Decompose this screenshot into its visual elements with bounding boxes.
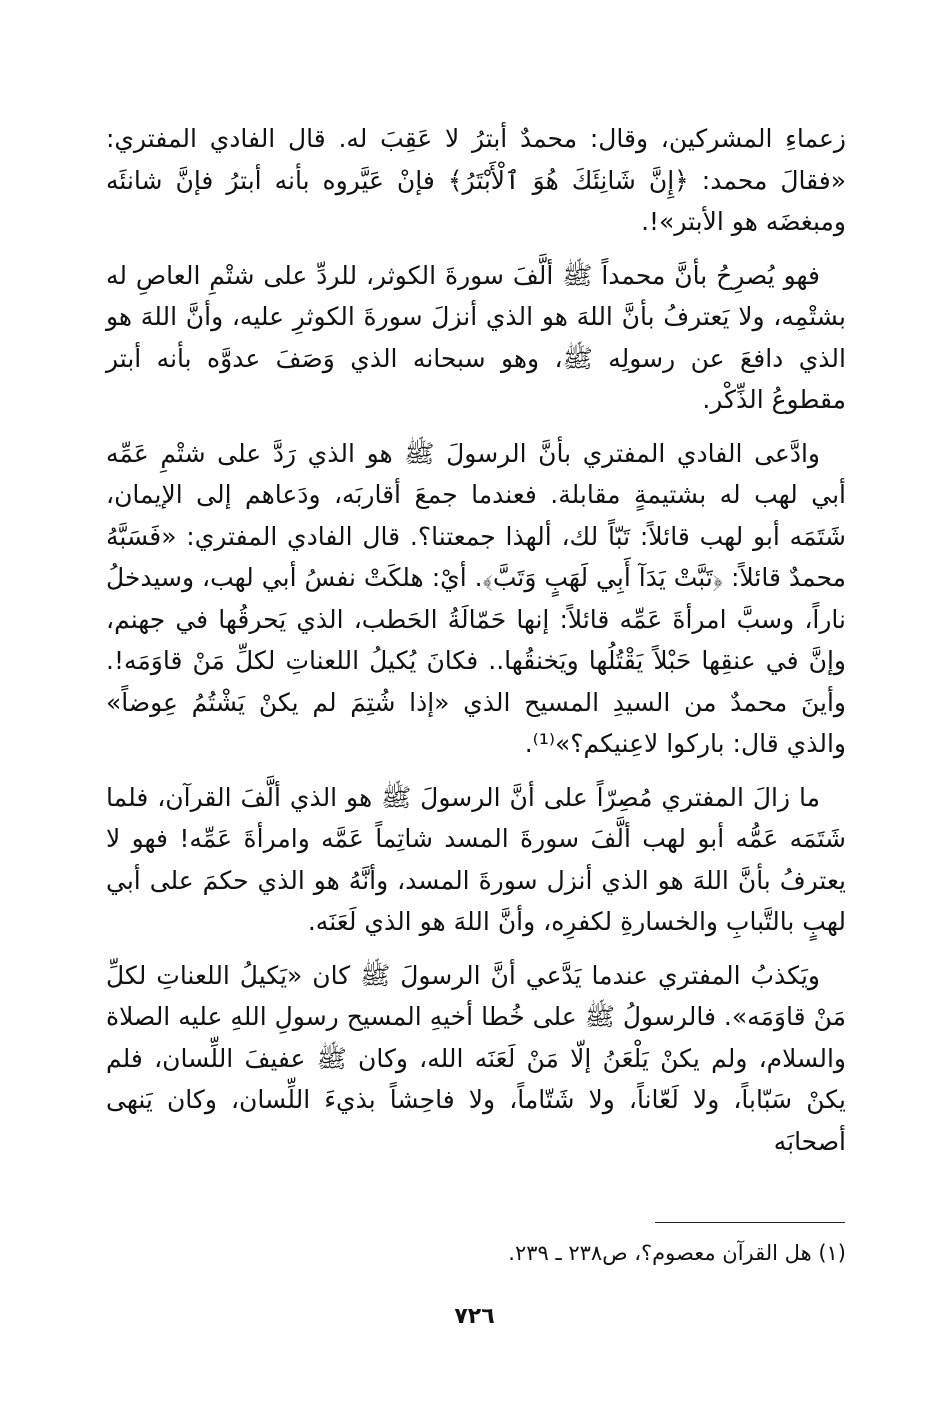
paragraph-1: زعماءِ المشركين، وقال: محمدٌ أبترُ لا عَقِبَ له. قال الفادي المفتري: «فقالَ محمد: ﴿إِنَّ شَانِئَكَ هُوَ ٱلْأَبْتَرُ﴾ فإنْ عَيَّروه بأنه أبترُ فإنَّ شانئَه ومبغضَه هو الأبتر»!.	[106, 124, 846, 236]
paragraph-3: وادَّعى الفادي المفتري بأنَّ الرسولَ ﷺ هو الذي رَدَّ على شتْمِ عَمِّه أبي لهب له بشتيمةٍ مقابلة. فعندما جمعَ أقاربَه، ودَعاهم إلى الإيمان، شَتَمَه أبو لهب قائلاً: تَبّاً لك، ألهذا جمعتنا؟. قال الفادي المفتري: «فَسَبَّهُ محمدٌ قائلاً: ﴿تَبَّتْ يَدَآ أَبِي لَهَبٍ وَتَبَّ﴾. أيْ: هلكَتْ نفسُ أبي لهب، وسيدخلُ ناراً، وسبَّ امرأةَ عَمِّه قائلاً: إنها حَمّالَةُ الحَطب، الذي يَحرقُها في جهنم، وإنَّ في عنقِها حَبْلاً يَقْتُلُها ويَخنقُها.. فكانَ يُكيلُ اللعناتِ لكلِّ مَنْ قاوَمَه!. وأينَ محمدٌ من السيدِ المسيح الذي «إذا شُتِمَ لم يكنْ يَشْتُمُ عِوضاً» والذي قال: باركوا لاعِنيكم؟»⁽¹⁾.	[106, 438, 846, 758]
footnote: (١) هل القرآن معصوم؟، ص٢٣٨ ـ ٢٣٩.	[508, 1241, 846, 1265]
paragraph-5: ويَكذبُ المفتري عندما يَدَّعي أنَّ الرسولَ ﷺ كان «يَكيلُ اللعناتِ لكلِّ مَنْ قاوَمَه». فالرسولُ ﷺ على خُطا أخيهِ المسيح رسولِ اللهِ عليه الصلاة والسلام، ولم يكنْ يَلْعَنُ إلّا مَنْ لَعَنَه الله، وكان ﷺ عفيفَ اللِّسان، فلم يكنْ سَبّاباً، ولا لَعّاناً، ولا شَتّاماً، ولا فاحِشاً بذيءَ اللِّسان، وكان يَنهى أصحابَه	[106, 960, 846, 1156]
footnote-divider	[655, 1222, 845, 1223]
paragraph-4: ما زالَ المفتري مُصِرّاً على أنَّ الرسولَ ﷺ هو الذي ألَّفَ القرآن، فلما شَتَمَه عَمُّه أبو لهب ألَّفَ سورةَ المسد شاتِماً عَمَّه وامرأةَ عَمِّه! فهو لا يعترفُ بأنَّ اللهَ هو الذي أنزل سورةَ المسد، وأنَّهُ هو الذي حكمَ على أبي لهبٍ بالتَّبابِ والخسارةِ لكفرِه، وأنَّ اللهَ هو الذي لَعَنَه.	[106, 782, 846, 936]
body-text	[106, 118, 846, 1174]
paragraph-2: فهو يُصرِحُ بأنَّ محمداً ﷺ ألَّفَ سورةَ الكوثر، للردِّ على شتْمِ العاصِ له بشتْمِه، ولا يَعترفُ بأنَّ اللهَ هو الذي أنزلَ سورةَ الكوثرِ عليه، وأنَّ اللهَ هو الذي دافعَ عن رسولِه ﷺ، وهو سبحانه الذي وَصَفَ عدوَّه بأنه أبتر مقطوعُ الذِّكْر.	[106, 260, 846, 414]
page-number: ٧٢٦	[454, 1304, 495, 1329]
